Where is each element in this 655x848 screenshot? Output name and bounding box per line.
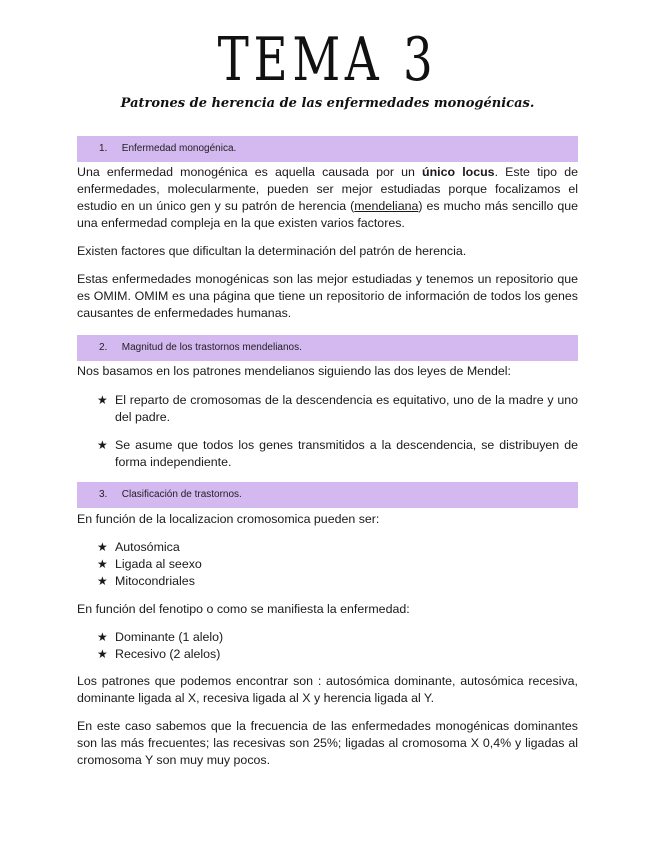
bullet-text: Ligada al seexo: [115, 557, 202, 571]
star-bullet-icon: ★: [97, 438, 108, 452]
bullet-text: Mitocondriales: [115, 574, 195, 588]
paragraph-frequency: En este caso sabemos que la frecuencia de las enfermedades monogénicas dominantes son las más frecuentes; las recesivas son 25%; ligadas al cromosoma X 0,4% y ligadas al cromosoma Y son muy muy pocos.: [77, 719, 578, 767]
section-number: 2.: [99, 342, 108, 353]
bullet-text: Se asume que todos los genes transmitidos a la descendencia, se distribuyen de forma independiente.: [115, 438, 578, 469]
underlined-text: mendeliana: [354, 199, 419, 213]
paragraph-phenotype: En función del fenotipo o como se manifiesta la enfermedad:: [77, 602, 410, 616]
paragraph-factors: Existen factores que dificultan la determinación del patrón de herencia.: [77, 244, 467, 258]
section-number: 1.: [99, 143, 108, 154]
paragraph-omim: Estas enfermedades monogénicas son las mejor estudiadas y tenemos un repositorio que es OMIM. OMIM es una página que tiene un repositorio de información de todos los genes causantes de enfermedades humanas.: [77, 272, 578, 320]
bold-text: único locus: [422, 165, 495, 179]
page-subtitle: Patrones de herencia de las enfermedades monogénicas.: [120, 96, 535, 111]
section-number: 3.: [99, 489, 108, 500]
star-bullet-icon: ★: [97, 557, 108, 571]
bullet-item: [97, 573, 578, 590]
bullet-item: [97, 629, 578, 646]
star-bullet-icon: ★: [97, 540, 108, 554]
paragraph-mendel-intro: Nos basamos en los patrones mendelianos siguiendo las dos leyes de Mendel:: [77, 364, 511, 378]
section-heading-2: [77, 335, 578, 361]
text-span: Una enfermedad monogénica es aquella causada por un: [77, 165, 423, 179]
section-heading-1: [77, 136, 578, 162]
star-bullet-icon: ★: [97, 647, 108, 661]
bullet-text: El reparto de cromosomas de la descendencia es equitativo, uno de la madre y uno del padre.: [115, 393, 578, 424]
paragraph-localization: En función de la localizacion cromosomica pueden ser:: [77, 512, 380, 526]
paragraph-monogenic-definition: [77, 164, 578, 232]
bullet-text: Autosómica: [115, 540, 180, 554]
section-heading-3: [77, 482, 578, 508]
bullet-item: [97, 646, 578, 663]
bullet-item: [97, 539, 578, 556]
text-span: ) es mucho más sencillo que una enfermedad compleja en la que existen varios factores.: [77, 199, 578, 230]
bullet-item: [97, 556, 578, 573]
bullet-text: Recesivo (2 alelos): [115, 647, 221, 661]
page-title: TEMA 3: [217, 25, 438, 95]
text-span: . Este tipo de enfermedades, molecularmente, pueden ser mejor estudiadas porque focalizamos el estudio en un único gen y su patrón de herencia (: [77, 165, 578, 213]
section-label: Magnitud de los trastornos mendelianos.: [121, 342, 302, 353]
star-bullet-icon: ★: [97, 574, 108, 588]
star-bullet-icon: ★: [97, 393, 108, 407]
bullet-item: [97, 437, 578, 471]
bullet-text: Dominante (1 alelo): [115, 630, 224, 644]
section-label: Clasificación de trastornos.: [121, 489, 242, 500]
star-bullet-icon: ★: [97, 630, 108, 644]
section-label: Enfermedad monogénica.: [121, 143, 237, 154]
paragraph-patterns: Los patrones que podemos encontrar son : autosómica dominante, autosómica recesiva, dominante ligada al X, recesiva ligada al X y herencia ligada al Y.: [77, 674, 578, 705]
bullet-item: [97, 392, 578, 426]
